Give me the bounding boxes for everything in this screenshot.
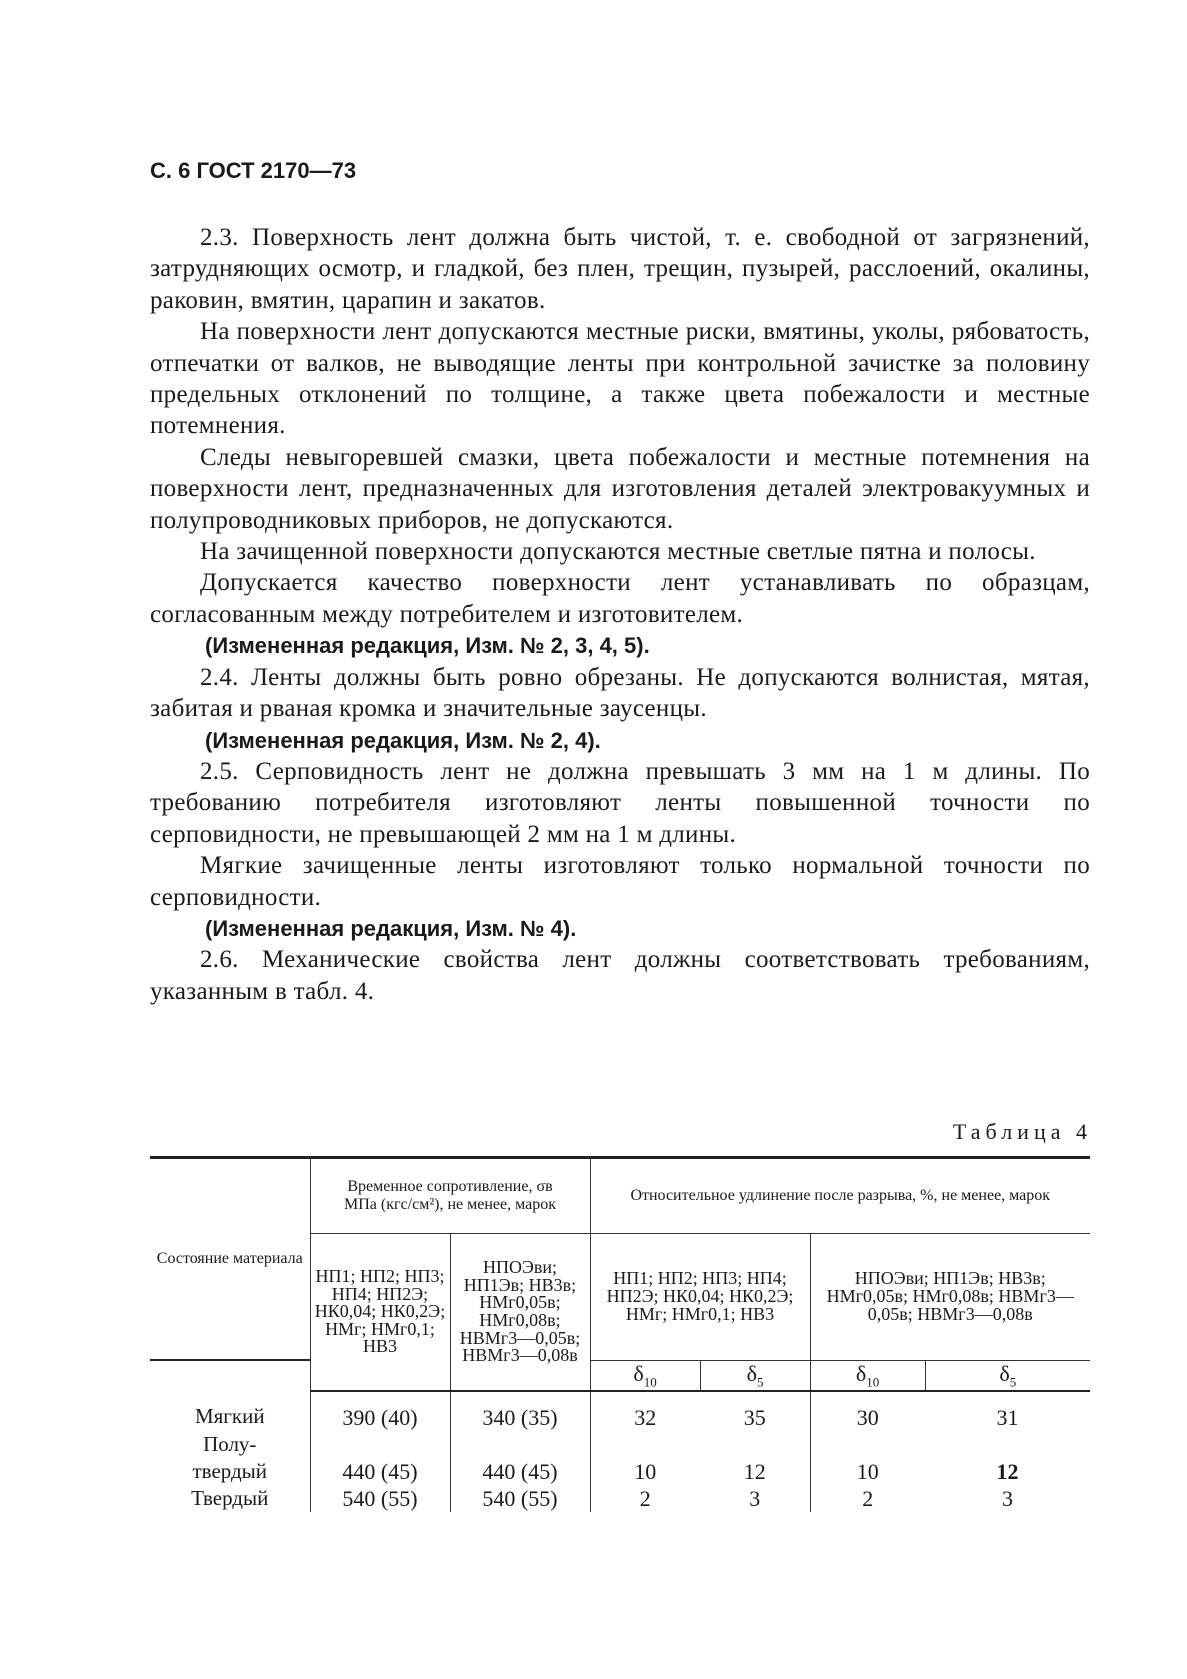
paragraph: Допускается качество поверхности лент устанавливать по образцам, согласованным между потребителем и изготовителем.	[150, 569, 1090, 628]
amendment-note: (Измененная редакция, Изм. № 2, 4).	[205, 727, 601, 753]
paragraph: 2.3. Поверхность лент должна быть чистой, т. е. свободной от загрязнений, затрудняющих осмотр, и гладкой, без плен, трещин, пузырей, расслоений, окалины, раковин, вмятин, царапин и закатов.	[150, 224, 1090, 314]
paragraph: Следы невыгоревшей смазки, цвета побежалости и местные потемнения на поверхности лент, предназначенных для изготовления деталей электровакуумных и полупроводниковых приборов, не допускаются.	[150, 443, 1090, 534]
page-header: С. 6 ГОСТ 2170—73	[150, 158, 357, 183]
body-text	[150, 222, 1090, 1007]
table-row: Полу-твердый 440 (45) 440 (45) 10 12 10 12	[192, 1431, 1019, 1484]
paragraph: 2.4. Ленты должны быть ровно обрезаны. Не допускаются волнистая, мятая, забитая и рваная кромка и значительные заусенцы.	[150, 663, 1090, 723]
grades-list: НП1; НП2; НП3; НП4; НП2Э; НК0,04; НК0,2Э; НМг; НМг0,1; НВ3	[590, 1234, 810, 1361]
paragraph: 2.6. Механические свойства лент должны соответствовать требованиям, указанным в табл. 4.	[150, 946, 1090, 1005]
table-row: Мягкий 390 (40) 340 (35) 32 35 30 31	[150, 1391, 1090, 1431]
elongation-header: Относительное удлинение после разрыва, %, не менее, марок	[590, 1158, 1090, 1234]
paragraph: На зачищенной поверхности допускаются местные светлые пятна и полосы.	[200, 538, 1036, 566]
paragraph: На поверхности лент допускаются местные риски, вмятины, уколы, рябоватость, отпечатки от валков, не выводящие ленты при контрольной зачистке за половину предельных отклонений по толщине, а также цвета побежалости и местные потемнения.	[150, 318, 1090, 440]
delta-10-header: $\delta_{10}$	[590, 1360, 700, 1391]
paragraph: 2.5. Серповидность лент не должна превышать 3 мм на 1 м длины. По требованию потребителя изготовляют ленты повышенной точности по серповидности, не превышающей 2 мм на 1 м длины.	[150, 757, 1090, 848]
grades-list: НП1; НП2; НП3; НП4; НП2Э; НК0,04; НК0,2Э; НМг; НМг0,1; НВ3	[310, 1234, 450, 1391]
tensile-strength-header: Временное сопротивление, σв МПа (кгс/см²), не менее, марок	[310, 1158, 590, 1234]
mechanical-properties-table	[150, 1156, 1090, 1512]
amendment-note: (Измененная редакция, Изм. № 2, 3, 4, 5).	[205, 633, 650, 659]
delta-10-header: $\delta_{10}$	[810, 1360, 925, 1391]
grades-list: НПОЭви; НП1Эв; НВ3в; НМг0,05в; НМг0,08в; НВМг3—0,05в; НВМг3—0,08в	[450, 1234, 590, 1391]
delta-5-header: $\delta_5$	[700, 1360, 810, 1391]
table-row: Твердый 540 (55) 540 (55) 2 3 2 3	[191, 1485, 1013, 1511]
paragraph: Мягкие зачищенные ленты изготовляют только нормальной точности по серповидности.	[150, 852, 1090, 911]
grades-list: НПОЭви; НП1Эв; НВ3в; НМг0,05в; НМг0,08в; НВМг3—0,05в; НВМг3—0,08в	[810, 1234, 1090, 1361]
amendment-note: (Измененная редакция, Изм. № 4).	[205, 915, 577, 941]
delta-5-header: $\delta_5$	[925, 1360, 1090, 1391]
table-caption: Таблица 4	[952, 1119, 1092, 1144]
state-column-header: Состояние материала	[150, 1158, 310, 1361]
